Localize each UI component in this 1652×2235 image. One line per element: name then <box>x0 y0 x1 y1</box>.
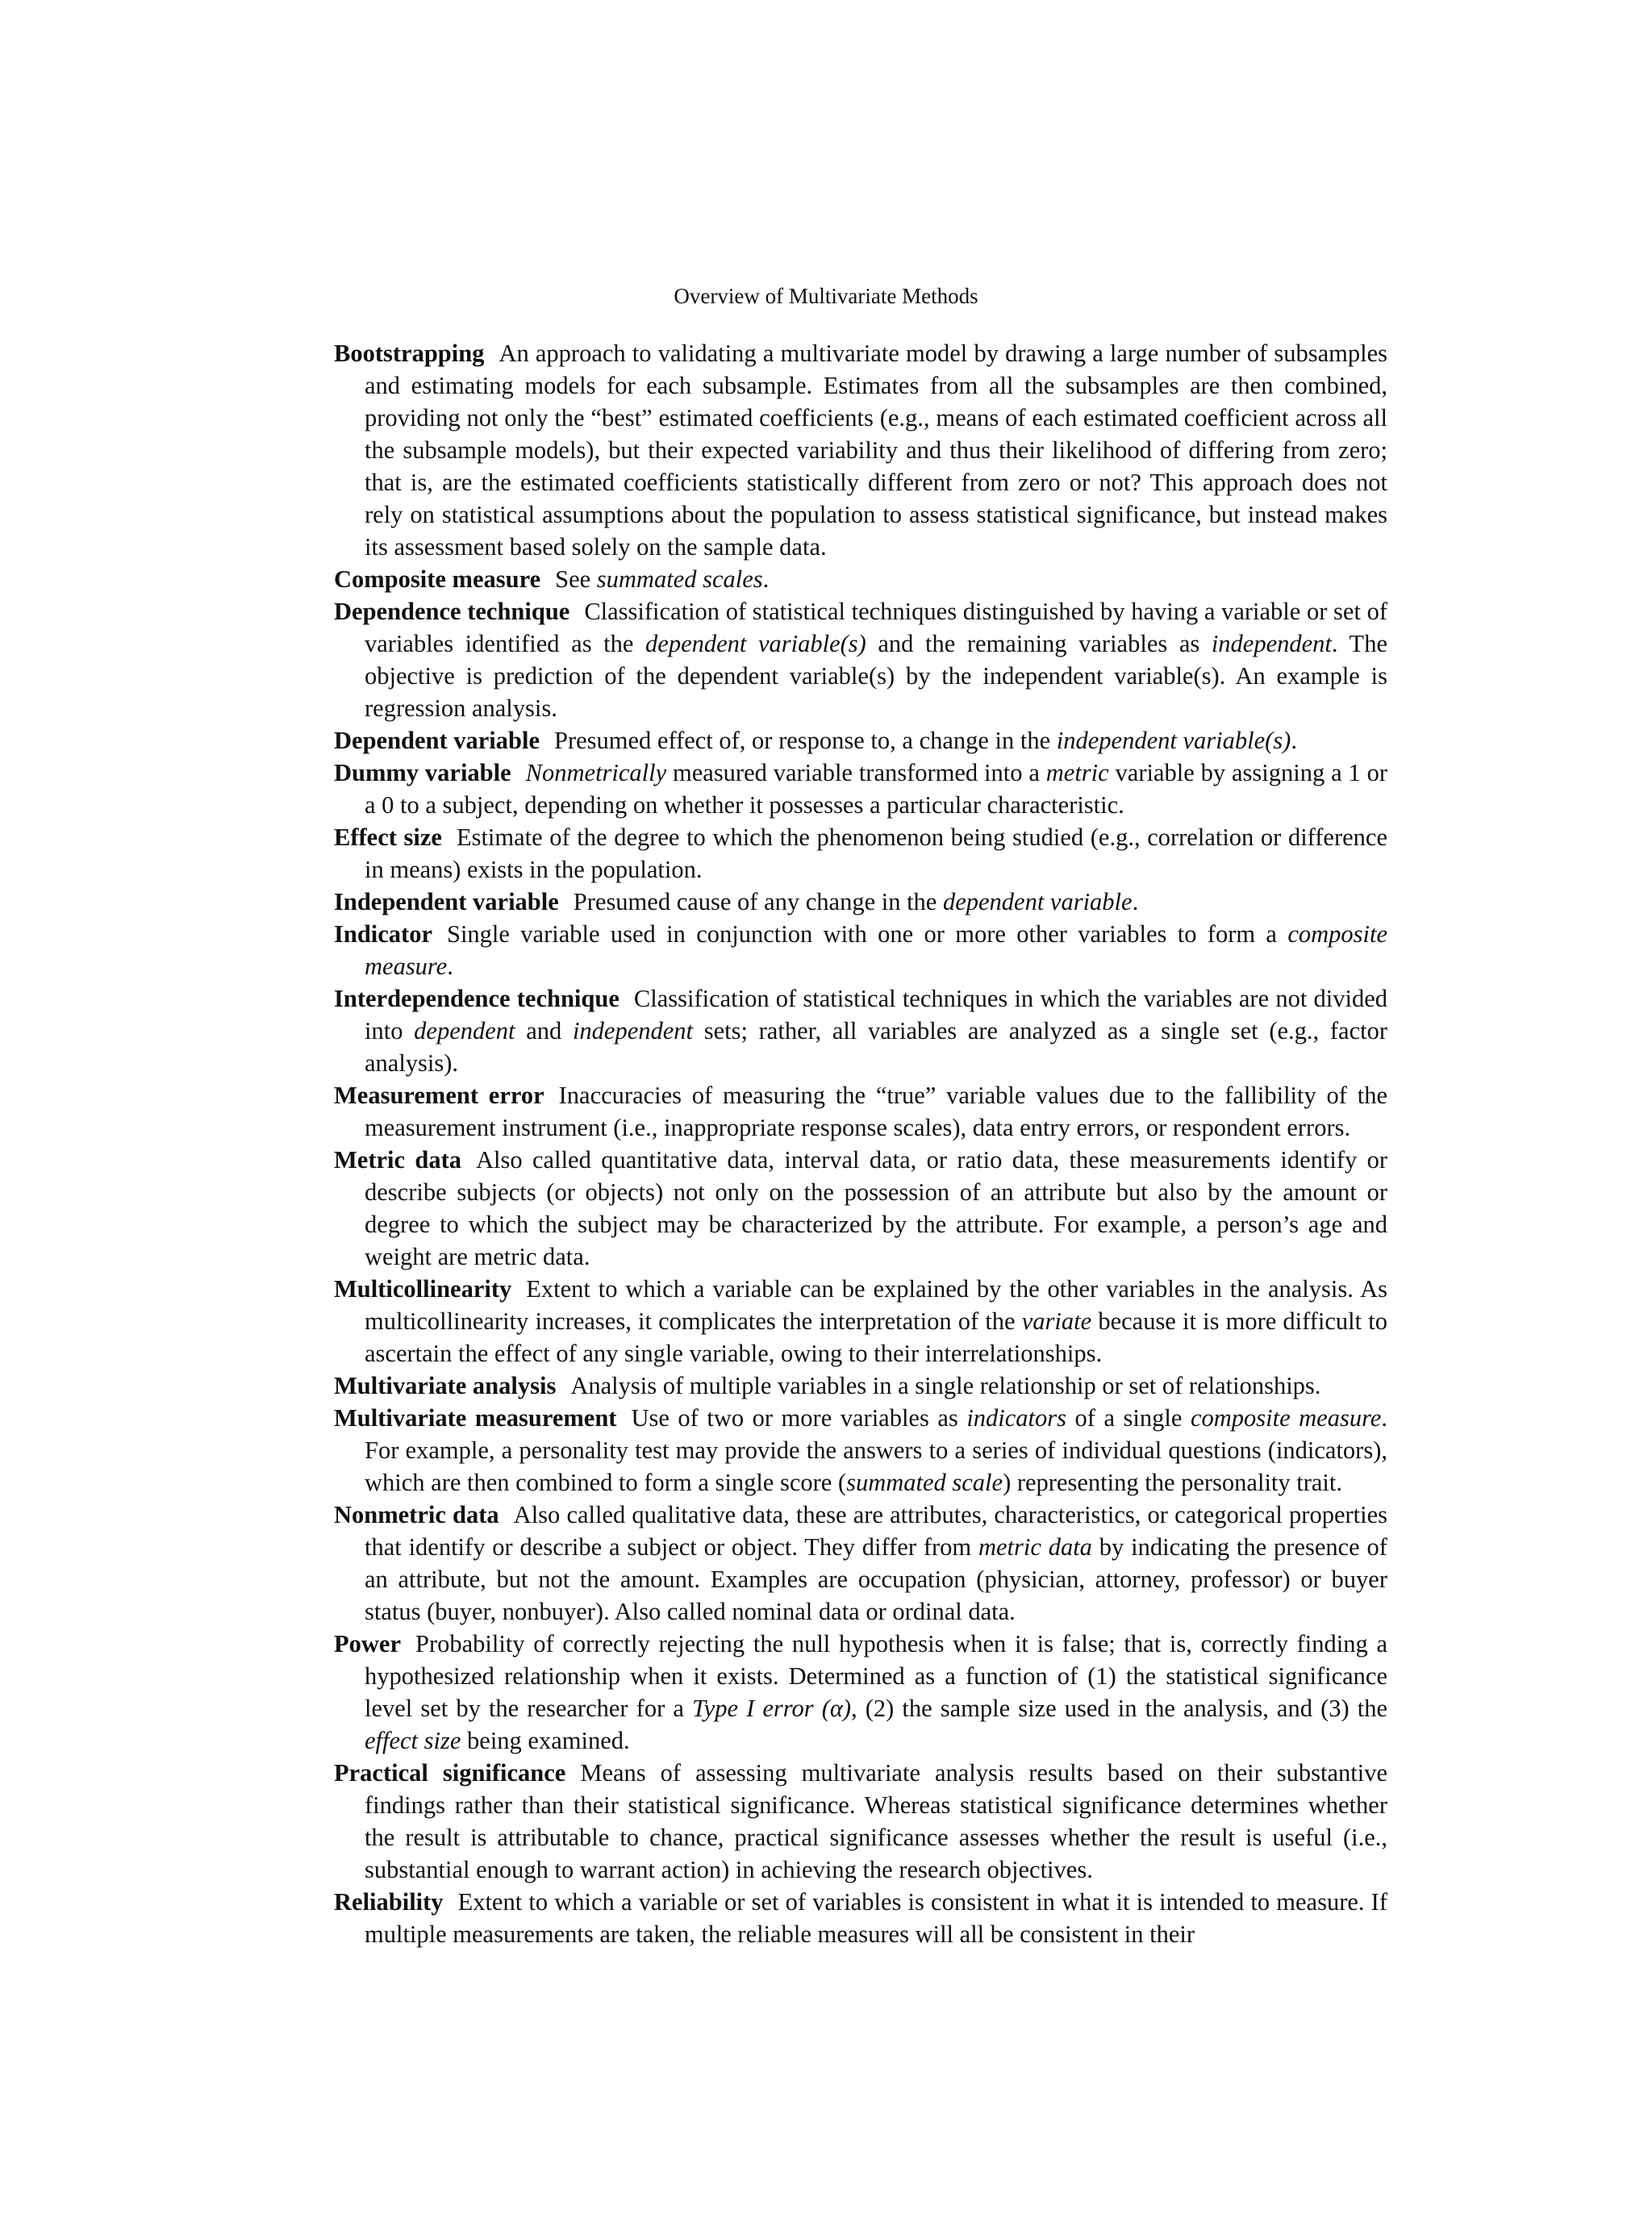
glossary-term: Power <box>334 1630 401 1657</box>
glossary-definition-text: Presumed effect of, or response to, a change in the <box>554 727 1057 754</box>
glossary-definition-text: . <box>1132 888 1139 915</box>
glossary-definition-text: Also called qualitative data, these are attributes, characteristics, or categorical properties that identify or describe a subject or object. They differ from <box>365 1501 1387 1561</box>
glossary-emphasis: effect size <box>365 1727 461 1754</box>
glossary-term: Interdependence technique <box>334 985 620 1012</box>
glossary-term: Practical significance <box>334 1759 566 1787</box>
running-head: Overview of Multivariate Methods <box>674 284 978 308</box>
glossary-term: Metric data <box>334 1146 462 1174</box>
glossary-term: Independent variable <box>334 888 559 915</box>
glossary-emphasis: independent <box>572 1017 694 1045</box>
glossary-entry <box>334 1628 1387 1757</box>
glossary-entry <box>334 1144 1387 1273</box>
glossary-definition-text: . <box>447 953 453 980</box>
glossary-entry <box>334 1757 1387 1886</box>
glossary-entry <box>334 1370 1387 1402</box>
glossary-term: Composite measure <box>334 565 541 593</box>
glossary-entry <box>334 918 1387 982</box>
glossary-definition-text: An approach to validating a multivariate model by drawing a large number of subsamples and estimating models for each subsample. Estimates from all the subsamples are then combined, providing not only the “best” estimated coefficients (e.g., means of each estimated coefficient across all the subsample models), but their expected variability and thus their likelihood of differing from zero; that is, are the estimated coefficients statistically different from zero or not? This approach does not rely on statistical assumptions about the population to assess statistical significance, but instead makes its assessment based solely on the sample data. <box>365 340 1387 561</box>
glossary-definition-text: Inaccuracies of measuring the “true” variable values due to the fallibility of the measurement instrument (i.e., inappropriate response scales), data entry errors, or respondent errors. <box>365 1082 1387 1141</box>
glossary-list <box>334 337 1387 1950</box>
glossary-emphasis: dependent variable <box>942 888 1133 915</box>
glossary-definition-text: variable by assigning a 1 or a 0 to a subject, depending on whether it possesses a particular characteristic. <box>365 759 1387 819</box>
glossary-entry <box>334 595 1387 724</box>
glossary-definition-text: Classification of statistical techniques distinguished by having a variable or set of variables identified as the <box>365 598 1387 657</box>
glossary-definition-text: Single variable used in conjunction with one or more other variables to form a <box>447 920 1288 948</box>
glossary-term: Reliability <box>334 1888 444 1916</box>
glossary-definition-text: Means of assessing multivariate analysis results based on their substantive findings rather than their statistical significance. Whereas statistical significance determines whether the result is attributable to chance, practical significance assesses whether the result is useful (i.e., substantial enough to warrant action) in achieving the research objectives. <box>365 1759 1387 1883</box>
glossary-definition-text: . <box>762 565 770 593</box>
glossary-term: Measurement error <box>334 1082 544 1109</box>
glossary-definition-text: being examined. <box>461 1727 630 1754</box>
glossary-emphasis: composite measure <box>365 920 1387 980</box>
glossary-entry <box>334 757 1387 821</box>
glossary-entry <box>334 1402 1387 1499</box>
glossary-emphasis: independent variable(s) <box>1056 727 1291 754</box>
glossary-definition-text: Use of two or more variables as <box>631 1404 967 1432</box>
glossary-entry <box>334 1886 1387 1950</box>
glossary-entry <box>334 337 1387 563</box>
glossary-definition-text: of a single <box>1066 1404 1191 1432</box>
glossary-definition-text: Probability of correctly rejecting the null hypothesis when it is false; that is, correctly finding a hypothesized relationship when it exists. Determined as a function of (1) the statistical significance level set by the researcher for a <box>365 1630 1387 1722</box>
glossary-term: Indicator <box>334 920 432 948</box>
glossary-definition-text: measured variable transformed into a <box>666 759 1046 786</box>
glossary-emphasis: composite measure <box>1190 1404 1382 1432</box>
glossary-emphasis: metric data <box>978 1533 1092 1561</box>
glossary-definition-text: Extent to which a variable can be explained by the other variables in the analysis. As multicollinearity increases, it complicates the interpretation of the <box>365 1275 1387 1335</box>
glossary-definition-text: Classification of statistical techniques in which the variables are not divided into <box>365 985 1387 1045</box>
glossary-emphasis: Type I error (α) <box>691 1695 852 1722</box>
glossary-definition-text: and the remaining variables as <box>866 630 1212 657</box>
glossary-term: Bootstrapping <box>334 340 485 367</box>
glossary-definition-text: . For example, a personality test may provide the answers to a series of individual questions (indicators), which are then combined to form a single score ( <box>365 1404 1387 1496</box>
glossary-entry <box>334 982 1387 1079</box>
glossary-definition-text: . The objective is prediction of the dependent variable(s) by the independent variable(s). An example is regression analysis. <box>365 630 1387 722</box>
glossary-term: Dependence technique <box>334 598 570 625</box>
glossary-definition-text: See <box>555 565 597 593</box>
glossary-term: Dummy variable <box>334 759 511 786</box>
glossary-term: Multivariate analysis <box>334 1372 557 1399</box>
glossary-entry <box>334 724 1387 757</box>
glossary-definition-text: . <box>1291 727 1297 754</box>
glossary-emphasis: variate <box>1021 1307 1092 1335</box>
glossary-emphasis: Nonmetrically <box>525 759 667 786</box>
glossary-definition-text: , (2) the sample size used in the analysis, and (3) the <box>851 1695 1387 1722</box>
glossary-entry <box>334 1079 1387 1144</box>
glossary-emphasis: indicators <box>966 1404 1067 1432</box>
glossary-definition-text: Analysis of multiple variables in a single relationship or set of relationships. <box>570 1372 1321 1399</box>
glossary-definition-text: ) representing the personality trait. <box>1003 1469 1343 1496</box>
glossary-term: Effect size <box>334 824 442 851</box>
glossary-entry <box>334 1499 1387 1628</box>
glossary-emphasis: summated scale <box>846 1469 1003 1496</box>
glossary-entry <box>334 886 1387 918</box>
glossary-emphasis: metric <box>1045 759 1109 786</box>
glossary-definition-text: Also called quantitative data, interval data, or ratio data, these measurements identify or describe subjects (or objects) not only on the possession of an attribute but also by the amount or degree to which the subject may be characterized by the attribute. For example, a person’s age and weight are metric data. <box>365 1146 1387 1270</box>
glossary-term: Multicollinearity <box>334 1275 512 1303</box>
glossary-definition-text: sets; rather, all variables are analyzed as a single set (e.g., factor analysis). <box>365 1017 1387 1077</box>
glossary-definition-text: Estimate of the degree to which the phenomenon being studied (e.g., correlation or difference in means) exists in the population. <box>365 824 1387 883</box>
glossary-emphasis: dependent variable(s) <box>645 630 866 657</box>
glossary-term: Dependent variable <box>334 727 540 754</box>
glossary-term: Multivariate measurement <box>334 1404 617 1432</box>
glossary-emphasis: independent <box>1211 630 1332 657</box>
glossary-definition-text: Presumed cause of any change in the <box>573 888 943 915</box>
glossary-definition-text: because it is more difficult to ascertain the effect of any single variable, owing to their interrelationships. <box>365 1307 1387 1367</box>
glossary-definition-text: and <box>515 1017 573 1045</box>
glossary-emphasis: summated scales <box>596 565 763 593</box>
glossary-emphasis: dependent <box>414 1017 515 1045</box>
glossary-term: Nonmetric data <box>334 1501 499 1528</box>
glossary-definition-text: Extent to which a variable or set of variables is consistent in what it is intended to measure. If multiple measurements are taken, the reliable measures will all be consistent in their <box>365 1888 1387 1948</box>
glossary-entry <box>334 563 1387 595</box>
glossary-entry <box>334 821 1387 886</box>
glossary-entry <box>334 1273 1387 1370</box>
glossary-definition-text: by indicating the presence of an attribute, but not the amount. Examples are occupation (physician, attorney, professor) or buyer status (buyer, nonbuyer). Also called nominal data or ordinal data. <box>365 1533 1387 1625</box>
